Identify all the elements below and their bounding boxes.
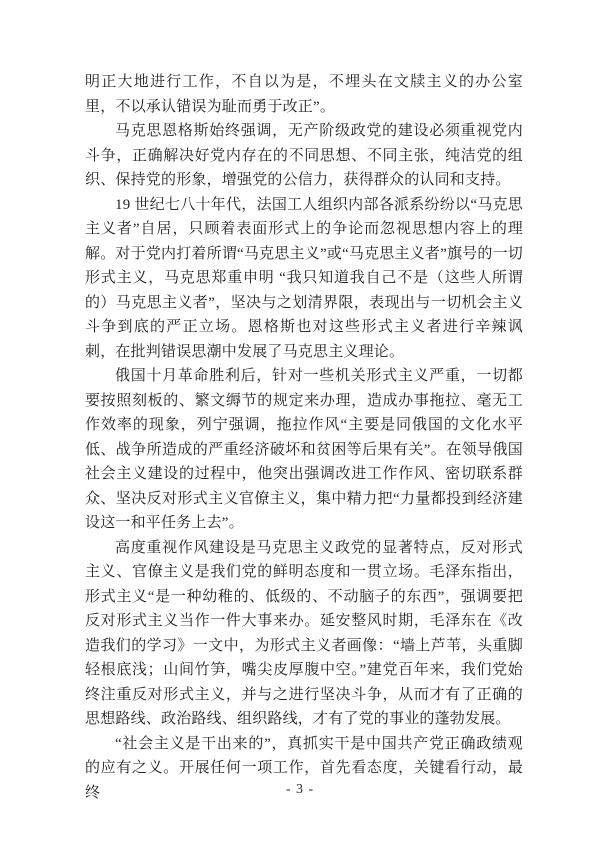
paragraph: “社会主义是干出来的”，真抓实干是中国共产党正确政绩观的应有之义。开展任何一项工作，首先看态度，关键看行动，最终: [85, 735, 523, 801]
paragraph: 马克思恩格斯始终强调，无产阶级政党的建设必须重视党内斗争，正确解决好党内存在的不同思想、不同主张，纯洁党的组织、保持党的形象，增强党的公信力，获得群众的认同和支持。: [85, 123, 523, 188]
paragraph: 高度重视作风建设是马克思主义政党的显著特点，反对形式主义、官僚主义是我们党的鲜明态度和一贯立场。毛泽东指出，形式主义“是一种幼稚的、低级的、不动脑子的东西”，强调要把反对形式主义当作一件大事来办。延安整风时期，毛泽东在《改造我们的学习》一文中，为形式主义者画像：“墙上芦苇，头重脚轻根底浅；山间竹笋，嘴尖皮厚腹中空。”建党百年来，我们党始终注重反对形式主义，并与之进行坚决斗争，从而才有了正确的思想路线、政治路线、组织路线，才有了党的事业的蓬勃发展。: [85, 539, 523, 727]
paragraph-continuation: 明正大地进行工作，不自以为是，不埋头在文牍主义的办公室里，不以承认错误为耻而勇于改正”。: [85, 74, 523, 115]
paragraph: 19 世纪七八十年代，法国工人组织内部各派系纷纷以“马克思主义者”自居，只顾着表面形式上的争论而忽视思想内容上的理解。对于党内打着所谓“马克思主义”或“马克思主义者”旗号的一切形式主义，马克思郑重申明 “我只知道我自己不是（这些人所谓的）马克思主义者”，坚决与之划清界限，表现出与一切机会主义斗争到底的严正立场。恩格斯也对这些形式主义者进行辛辣讽刺，在批判错误思潮中发展了马克思主义理论。: [85, 196, 523, 360]
document-body-text: [85, 70, 523, 805]
page-number: - 3 -: [285, 782, 315, 797]
paragraph: 俄国十月革命胜利后，针对一些机关形式主义严重，一切都要按照刻板的、繁文缛节的规定来办理，造成办事拖拉、毫无工作效率的现象，列宁强调，拖拉作风“主要是同俄国的文化水平低、战争所造成的严重经济破坏和贫困等后果有关”。在领导俄国社会主义建设的过程中，他突出强调改进工作作风、密切联系群众、坚决反对形式主义官僚主义，集中精力把“力量都投到经济建设这一和平任务上去”。: [85, 368, 523, 531]
